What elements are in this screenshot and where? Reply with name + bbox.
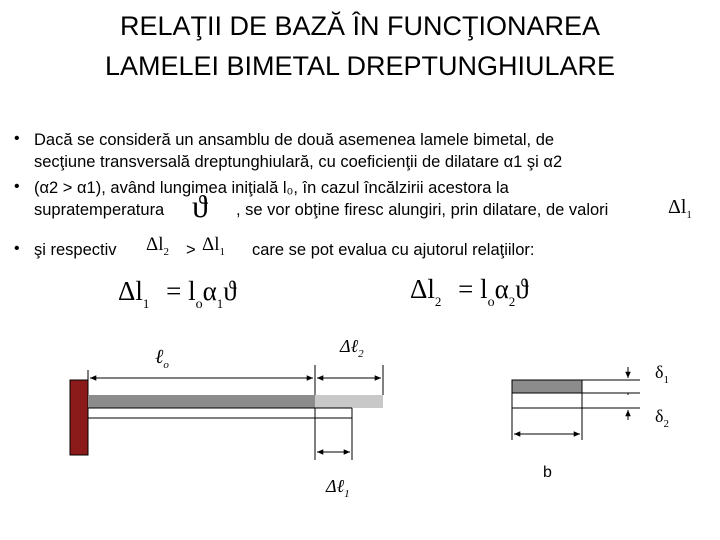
bullet-2-line2a: supratemperatura bbox=[34, 201, 165, 219]
theta-symbol: ϑ bbox=[192, 188, 208, 224]
equation-1: $\Delta l_1 = l_o\alpha_1ϑ$ bbox=[118, 276, 237, 312]
bullet-3-gt: > bbox=[186, 241, 196, 259]
equation-2: $\Delta l_2 = l_o\alpha_2ϑ$ bbox=[410, 274, 529, 310]
label-dl2: Δℓ$_2$ bbox=[340, 336, 364, 360]
bullet-1-line1: Dacă se consideră un ansamblu de două asemenea lamele bimetal, de bbox=[34, 131, 555, 149]
label-b: b bbox=[543, 464, 552, 481]
clamp-block bbox=[70, 380, 88, 455]
bullet-dot-3: • bbox=[14, 240, 20, 257]
delta-l1-inline: $\Delta l_1$ bbox=[668, 196, 692, 221]
bullet-2-line1: (α2 > α1), având lungimea iniţială l₀, în cazul încălzirii acestora la bbox=[34, 179, 509, 197]
section-top-layer bbox=[512, 380, 582, 393]
bullet-dot-1: • bbox=[14, 130, 20, 147]
bullet-3-a: şi respectiv bbox=[34, 241, 117, 259]
slide-title-line2: LAMELEI BIMETAL DREPTUNGHIULARE bbox=[104, 51, 616, 81]
delta-l1-inline-2: $\Delta l_1$ bbox=[202, 234, 225, 258]
bullet-3-b: care se pot evalua cu ajutorul relaţiilor: bbox=[252, 241, 535, 259]
strip-layer-dark bbox=[88, 395, 315, 408]
bullet-dot-2: • bbox=[14, 178, 20, 195]
label-dl1: Δℓ$_1$ bbox=[326, 476, 350, 500]
delta-l2-inline: $\Delta l_2$ bbox=[146, 234, 169, 258]
bullet-1-line2: secţiune transversală dreptunghiulară, cu coeficienţii de dilatare α1 şi α2 bbox=[34, 153, 563, 171]
label-lo: ℓ$_o$ bbox=[155, 346, 169, 371]
label-delta2: $\delta_2$ bbox=[655, 406, 669, 430]
slide-title-line1: RELAŢII DE BAZĂ ÎN FUNCŢIONAREA bbox=[119, 11, 601, 41]
bullet-2-line2b: , se vor obţine firesc alungiri, prin dilatare, de valori bbox=[236, 201, 609, 219]
strip-extension-light bbox=[315, 395, 383, 408]
label-delta1: $\delta_1$ bbox=[655, 362, 669, 386]
